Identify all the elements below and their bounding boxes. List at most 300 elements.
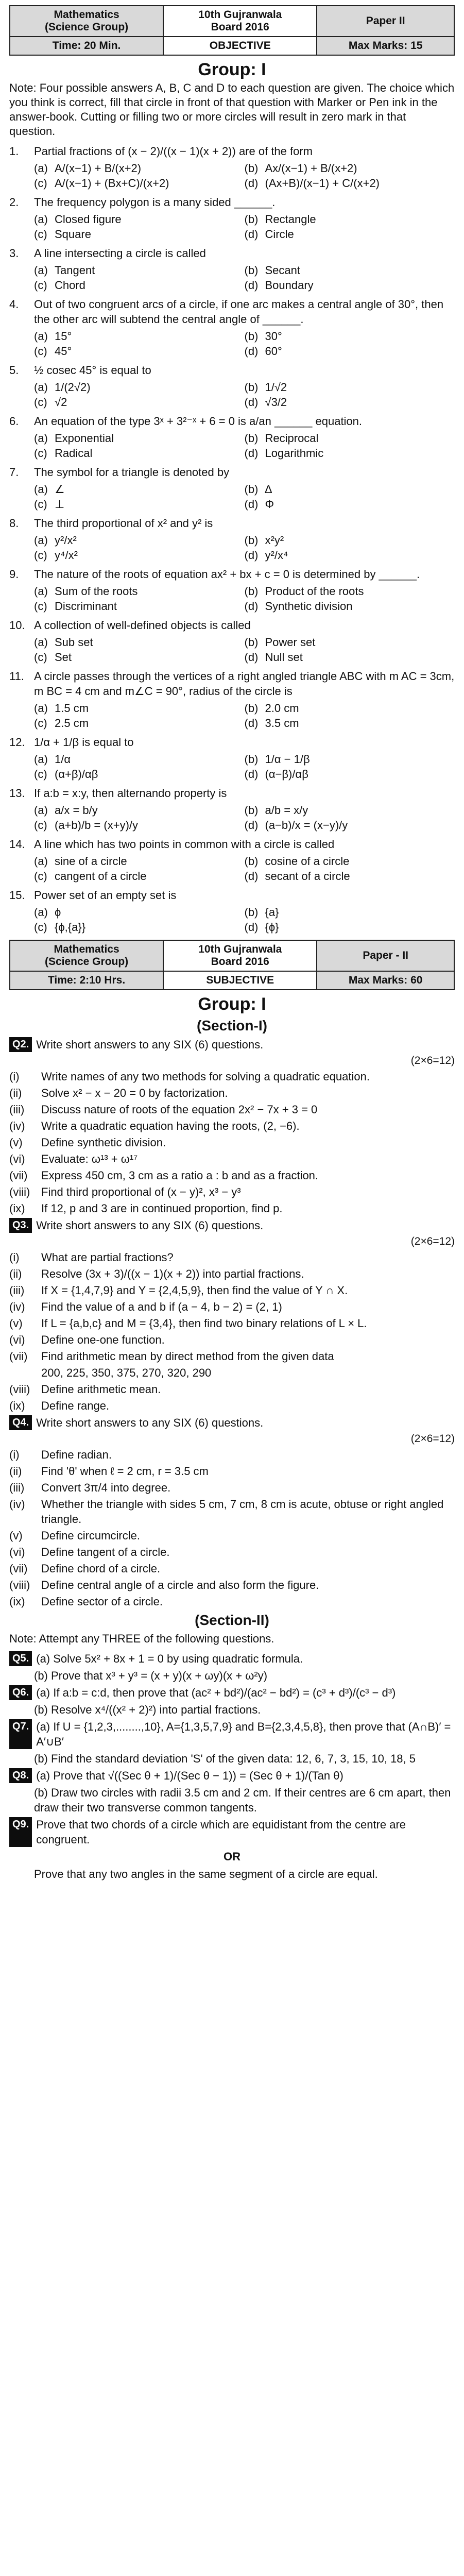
short-question-item xyxy=(9,1561,455,1576)
short-question-item xyxy=(9,1135,455,1150)
short-question-heading xyxy=(9,1415,455,1430)
option-c: (α+β)/αβ xyxy=(55,768,98,781)
option-letter: (c) xyxy=(34,228,47,241)
mcq-question xyxy=(9,144,455,159)
option-a: 1/(2√2) xyxy=(55,381,91,394)
short-question-item xyxy=(9,1594,455,1609)
item-text: Whether the triangle with sides 5 cm, 7 cm, 8 cm is acute, obtuse or right angled triangle. xyxy=(41,1498,444,1526)
item-number: (iv) xyxy=(9,1300,25,1313)
item-text: Resolve (3x + 3)/((x − 1)(x + 2)) into partial fractions. xyxy=(41,1267,304,1280)
option-d: Logarithmic xyxy=(265,447,324,460)
group-title: Group: I xyxy=(198,60,266,79)
indent xyxy=(9,1702,34,1717)
item-number: (iii) xyxy=(9,1103,25,1116)
question-number: 15. xyxy=(9,889,25,902)
indent xyxy=(9,1668,34,1683)
item-text: Define circumcircle. xyxy=(41,1529,140,1542)
option-c: Discriminant xyxy=(55,600,117,613)
option-letter: (c) xyxy=(34,921,47,934)
question-number: 12. xyxy=(9,736,25,749)
long-question-part-b xyxy=(9,1751,455,1766)
option-letter: (a) xyxy=(34,483,48,496)
option-c: A/(x−1) + (Bx+C)/(x+2) xyxy=(55,177,169,190)
option-c: 2.5 cm xyxy=(55,717,89,730)
or-label: OR xyxy=(224,1850,240,1863)
option-d: Circle xyxy=(265,228,294,241)
board-year-label: Board 2016 xyxy=(211,956,269,968)
option-letter: (c) xyxy=(34,768,47,781)
question-number: 4. xyxy=(9,298,19,311)
question-badge: Q8. xyxy=(9,1768,32,1783)
question-number: 5. xyxy=(9,364,19,377)
board-cell xyxy=(163,6,317,37)
option-a: ϕ xyxy=(55,906,61,919)
option-letter: (d) xyxy=(244,717,259,730)
short-question-item xyxy=(9,1365,455,1380)
short-question-item xyxy=(9,1102,455,1117)
section-title: (Section-II) xyxy=(195,1612,269,1628)
option-d: 3.5 cm xyxy=(265,717,299,730)
option-a: sine of a circle xyxy=(55,855,127,868)
item-text: Write names of any two methods for solving a quadratic equation. xyxy=(41,1070,370,1083)
option-letter: (a) xyxy=(34,264,48,277)
heading-text: Write short answers to any SIX (6) questions. xyxy=(36,1219,264,1232)
item-text: Discuss nature of roots of the equation 2x² − 7x + 3 = 0 xyxy=(41,1103,318,1116)
item-text: Solve x² − x − 20 = 0 by factorization. xyxy=(41,1087,228,1099)
part-b-text: Prove that any two angles in the same segment of a circle are equal. xyxy=(34,1868,378,1880)
mcq-options xyxy=(34,803,455,833)
short-question-item xyxy=(9,1266,455,1281)
option-letter: (b) xyxy=(244,432,259,445)
long-question-part-b xyxy=(9,1785,455,1815)
part-a-text: Prove that two chords of a circle which are equidistant from the centre are congruent. xyxy=(36,1818,406,1846)
option-letter: (c) xyxy=(34,498,47,511)
question-text: If a:b = x:y, then alternando property is xyxy=(34,787,227,800)
question-badge: Q4. xyxy=(9,1415,32,1430)
item-number: (vii) xyxy=(9,1350,28,1363)
option-a: Closed figure xyxy=(55,213,122,226)
marks-cell: Max Marks: 60 xyxy=(317,971,454,990)
item-number: (viii) xyxy=(9,1185,30,1198)
question-text: A circle passes through the vertices of a right angled triangle ABC with m AC = 3cm, m BC = 4 cm and m∠C = 90°, radius of the circle is xyxy=(34,670,455,698)
mcq-question xyxy=(9,246,455,261)
item-text: What are partial fractions? xyxy=(41,1251,174,1264)
short-question-item xyxy=(9,1184,455,1199)
item-number: (ii) xyxy=(9,1465,22,1478)
long-question-part-b xyxy=(9,1867,455,1882)
option-d: (Ax+B)/(x−1) + C/(x+2) xyxy=(265,177,380,190)
mcq-question xyxy=(9,516,455,531)
option-letter: (d) xyxy=(244,228,259,241)
mcq-options xyxy=(34,482,455,512)
item-number: (vi) xyxy=(9,1333,25,1346)
part-b-text: (b) Draw two circles with radii 3.5 cm and 2 cm. If their centres are 6 cm apart, then draw their two transverse common tangents. xyxy=(34,1786,451,1814)
long-question-part-a xyxy=(9,1651,455,1666)
short-question-item xyxy=(9,1299,455,1314)
item-text: 200, 225, 350, 375, 270, 320, 290 xyxy=(41,1366,212,1379)
option-d: 60° xyxy=(265,345,282,358)
part-b-text: (b) Resolve x⁴/((x² + 2)²) into partial fractions. xyxy=(34,1703,261,1716)
mcq-options xyxy=(34,329,455,359)
mcq-question xyxy=(9,786,455,801)
question-text: An equation of the type 3ˣ + 3²⁻ˣ + 6 = 0 is a/an ______ equation. xyxy=(34,415,363,428)
marks-label: (2×6=12) xyxy=(410,1235,455,1247)
part-a-text: (a) Solve 5x² + 8x + 1 = 0 by using quadratic formula. xyxy=(36,1652,303,1665)
option-letter: (a) xyxy=(34,585,48,598)
option-letter: (b) xyxy=(244,585,259,598)
short-question-item xyxy=(9,1497,455,1527)
option-letter: (d) xyxy=(244,819,259,832)
item-number xyxy=(9,1365,41,1380)
question-text: A line intersecting a circle is called xyxy=(34,247,206,260)
short-question-heading xyxy=(9,1037,455,1052)
question-text: Partial fractions of (x − 2)/((x − 1)(x + 2)) are of the form xyxy=(34,145,313,158)
short-question-item xyxy=(9,1447,455,1462)
option-letter: (c) xyxy=(34,396,47,409)
option-b: Product of the roots xyxy=(265,585,364,598)
item-text: Find third proportional of (x − y)², x³ − y³ xyxy=(41,1185,241,1198)
item-number: (v) xyxy=(9,1317,23,1330)
option-letter: (c) xyxy=(34,279,47,292)
item-number: (v) xyxy=(9,1529,23,1542)
time-cell: Time: 20 Min. xyxy=(10,37,163,55)
type-cell: OBJECTIVE xyxy=(163,37,317,55)
option-letter: (a) xyxy=(34,213,48,226)
mcq-options xyxy=(34,854,455,884)
option-letter: (c) xyxy=(34,819,47,832)
option-a: Sub set xyxy=(55,636,93,649)
option-d: √3/2 xyxy=(265,396,287,409)
item-text: Define range. xyxy=(41,1399,110,1412)
short-question-item xyxy=(9,1086,455,1100)
option-letter: (a) xyxy=(34,534,48,547)
indent xyxy=(9,1867,34,1882)
option-letter: (b) xyxy=(244,162,259,175)
option-a: A/(x−1) + B/(x+2) xyxy=(55,162,142,175)
subject-cell xyxy=(10,940,163,971)
option-b: x²y² xyxy=(265,534,284,547)
option-a: ∠ xyxy=(55,483,65,496)
item-number: (ix) xyxy=(9,1399,25,1412)
item-text: Define sector of a circle. xyxy=(41,1595,163,1608)
item-text: Express 450 cm, 3 cm as a ratio a : b and as a fraction. xyxy=(41,1169,319,1182)
mcq-question xyxy=(9,567,455,582)
short-question-item xyxy=(9,1151,455,1166)
option-letter: (d) xyxy=(244,549,259,562)
item-text: Define synthetic division. xyxy=(41,1136,166,1149)
option-c: 45° xyxy=(55,345,72,358)
question-badge: Q3. xyxy=(9,1218,32,1233)
option-c: cangent of a circle xyxy=(55,870,147,883)
option-letter: (b) xyxy=(244,636,259,649)
option-letter: (a) xyxy=(34,804,48,817)
option-b: 1/α − 1/β xyxy=(265,753,310,766)
option-d: (α−β)/αβ xyxy=(265,768,308,781)
question-number: 13. xyxy=(9,787,25,800)
option-letter: (b) xyxy=(244,804,259,817)
option-d: Boundary xyxy=(265,279,314,292)
item-number: (i) xyxy=(9,1070,20,1083)
option-letter: (a) xyxy=(34,432,48,445)
option-c: Radical xyxy=(55,447,93,460)
option-b: a/b = x/y xyxy=(265,804,308,817)
option-b: {a} xyxy=(265,906,279,919)
question-text: A collection of well-defined objects is called xyxy=(34,619,251,632)
short-question-item xyxy=(9,1578,455,1592)
type-cell: SUBJECTIVE xyxy=(163,971,317,990)
board-cell xyxy=(163,940,317,971)
section-title: (Section-I) xyxy=(197,1018,267,1033)
long-question-part-a xyxy=(9,1719,455,1749)
item-text: Define radian. xyxy=(41,1448,112,1461)
question-number: 11. xyxy=(9,670,24,683)
option-d: (a−b)/x = (x−y)/y xyxy=(265,819,348,832)
item-number: (iii) xyxy=(9,1284,25,1297)
question-number: 7. xyxy=(9,466,19,479)
option-letter: (a) xyxy=(34,753,48,766)
item-text: Write a quadratic equation having the roots, (2, −6). xyxy=(41,1120,300,1132)
question-number: 1. xyxy=(9,145,19,158)
option-c: Chord xyxy=(55,279,85,292)
option-letter: (b) xyxy=(244,702,259,715)
short-question-item xyxy=(9,1201,455,1216)
option-letter: (b) xyxy=(244,906,259,919)
part-a-text: (a) Prove that √((Sec θ + 1)/(Sec θ − 1)) = (Sec θ + 1)/(Tan θ) xyxy=(36,1769,343,1782)
item-text: Convert 3π/4 into degree. xyxy=(41,1481,171,1494)
mcq-question xyxy=(9,669,455,699)
short-question-item xyxy=(9,1398,455,1413)
mcq-options xyxy=(34,584,455,614)
option-letter: (b) xyxy=(244,753,259,766)
mcq-options xyxy=(34,905,455,935)
long-question-part-a xyxy=(9,1817,455,1847)
question-number: 14. xyxy=(9,838,25,851)
option-b: Rectangle xyxy=(265,213,316,226)
group-label: (Science Group) xyxy=(44,21,129,33)
option-letter: (c) xyxy=(34,717,47,730)
option-a: 1.5 cm xyxy=(55,702,89,715)
short-question-item xyxy=(9,1283,455,1298)
paper-cell: Paper II xyxy=(317,6,454,37)
option-a: 15° xyxy=(55,330,72,343)
option-letter: (d) xyxy=(244,279,259,292)
option-a: a/x = b/y xyxy=(55,804,98,817)
mcq-options xyxy=(34,752,455,782)
mcq-options xyxy=(34,212,455,242)
objective-header xyxy=(9,5,455,56)
option-letter: (d) xyxy=(244,498,259,511)
question-number: 9. xyxy=(9,568,19,581)
item-number: (iv) xyxy=(9,1498,25,1511)
question-text: The nature of the roots of equation ax² + bx + c = 0 is determined by ______. xyxy=(34,568,420,581)
short-question-heading xyxy=(9,1218,455,1233)
option-letter: (b) xyxy=(244,483,259,496)
class-board-label: 10th Gujranwala xyxy=(198,943,282,955)
option-letter: (b) xyxy=(244,213,259,226)
mcq-question xyxy=(9,465,455,480)
marks-label: (2×6=12) xyxy=(410,1433,455,1445)
option-a: Exponential xyxy=(55,432,114,445)
indent xyxy=(9,1785,34,1815)
option-c: Square xyxy=(55,228,91,241)
short-questions xyxy=(9,1037,455,1609)
item-text: Define arithmetic mean. xyxy=(41,1383,161,1396)
short-question-item xyxy=(9,1464,455,1479)
option-b: cosine of a circle xyxy=(265,855,350,868)
paper-cell: Paper - II xyxy=(317,940,454,971)
question-number: 3. xyxy=(9,247,19,260)
question-badge: Q7. xyxy=(9,1719,32,1749)
short-question-item xyxy=(9,1316,455,1331)
item-text: Evaluate: ω¹³ + ω¹⁷ xyxy=(41,1153,138,1165)
option-d: Null set xyxy=(265,651,303,664)
option-d: Synthetic division xyxy=(265,600,353,613)
option-letter: (b) xyxy=(244,330,259,343)
item-text: Define tangent of a circle. xyxy=(41,1546,170,1558)
long-question-part-a xyxy=(9,1768,455,1783)
mcq-options xyxy=(34,380,455,410)
subjective-header xyxy=(9,940,455,990)
option-b: 1/√2 xyxy=(265,381,287,394)
option-d: Φ xyxy=(265,498,274,511)
option-b: ∆ xyxy=(265,483,272,496)
option-letter: (b) xyxy=(244,381,259,394)
question-text: A line which has two points in common with a circle is called xyxy=(34,838,335,851)
part-b-text: (b) Prove that x³ + y³ = (x + y)(x + ωy)(x + ω²y) xyxy=(34,1669,268,1682)
question-text: 1/α + 1/β is equal to xyxy=(34,736,134,749)
question-number: 6. xyxy=(9,415,19,428)
short-question-item xyxy=(9,1382,455,1397)
question-number: 8. xyxy=(9,517,19,530)
mcq-question xyxy=(9,363,455,378)
question-badge: Q5. xyxy=(9,1651,32,1666)
item-number: (i) xyxy=(9,1251,20,1264)
long-question-part-b xyxy=(9,1702,455,1717)
item-text: Define central angle of a circle and also form the figure. xyxy=(41,1579,319,1591)
question-text: The symbol for a triangle is denoted by xyxy=(34,466,230,479)
item-text: If L = {a,b,c} and M = {3,4}, then find two binary relations of L × L. xyxy=(41,1317,367,1330)
item-text: Find the value of a and b if (a − 4, b − 2) = (2, 1) xyxy=(41,1300,282,1313)
option-letter: (d) xyxy=(244,345,259,358)
item-number: (vi) xyxy=(9,1153,25,1165)
option-b: Ax/(x−1) + B/(x+2) xyxy=(265,162,357,175)
option-a: 1/α xyxy=(55,753,71,766)
option-b: Secant xyxy=(265,264,300,277)
part-a-text: (a) If U = {1,2,3,........,10}, A={1,3,5,7,9} and B={2,3,4,5,8}, then prove that (A∩B)′ = A′∪B′ xyxy=(36,1720,451,1748)
option-a: Sum of the roots xyxy=(55,585,138,598)
option-letter: (d) xyxy=(244,651,259,664)
option-d: {ϕ} xyxy=(265,921,279,934)
exam-paper xyxy=(9,5,455,1884)
question-text: The third proportional of x² and y² is xyxy=(34,517,213,530)
short-question-item xyxy=(9,1349,455,1364)
item-text: Find arithmetic mean by direct method from the given data xyxy=(41,1350,334,1363)
mcq-question xyxy=(9,297,455,327)
short-question-item xyxy=(9,1168,455,1183)
subject-cell xyxy=(10,6,163,37)
mcq-question xyxy=(9,837,455,852)
item-number: (vii) xyxy=(9,1169,28,1182)
option-letter: (d) xyxy=(244,768,259,781)
option-letter: (c) xyxy=(34,651,47,664)
item-text: Define chord of a circle. xyxy=(41,1562,161,1575)
long-questions xyxy=(9,1651,455,1882)
mcq-options xyxy=(34,431,455,461)
class-board-label: 10th Gujranwala xyxy=(198,9,282,21)
option-letter: (d) xyxy=(244,396,259,409)
option-d: secant of a circle xyxy=(265,870,350,883)
marks-cell: Max Marks: 15 xyxy=(317,37,454,55)
long-question-part-b xyxy=(9,1668,455,1683)
option-a: Tangent xyxy=(55,264,95,277)
option-letter: (c) xyxy=(34,549,47,562)
mcq-options xyxy=(34,161,455,191)
item-number: (vi) xyxy=(9,1546,25,1558)
objective-note: Note: Four possible answers A, B, C and D to each question are given. The choice which you think is correct, fill that circle in front of that question with Marker or Pen ink in the answer-book. Cutting or filling two or more circles will result in zero mark in that question. xyxy=(9,81,455,138)
option-letter: (b) xyxy=(244,534,259,547)
short-question-item xyxy=(9,1545,455,1560)
item-number: (ii) xyxy=(9,1267,22,1280)
option-letter: (c) xyxy=(34,177,47,190)
item-number: (ix) xyxy=(9,1202,25,1215)
item-number: (viii) xyxy=(9,1383,30,1396)
option-c: y⁴/x² xyxy=(55,549,78,562)
mcq-question xyxy=(9,618,455,633)
subject-label: Mathematics xyxy=(54,9,119,21)
option-letter: (d) xyxy=(244,870,259,883)
item-number: (ii) xyxy=(9,1087,22,1099)
question-text: ½ cosec 45° is equal to xyxy=(34,364,151,377)
question-badge: Q2. xyxy=(9,1037,32,1052)
short-question-item xyxy=(9,1332,455,1347)
item-text: If X = {1,4,7,9} and Y = {2,4,5,9}, then find the value of Y ∩ X. xyxy=(41,1284,348,1297)
item-number: (vii) xyxy=(9,1562,28,1575)
option-b: 2.0 cm xyxy=(265,702,299,715)
mcq-options xyxy=(34,533,455,563)
option-letter: (a) xyxy=(34,906,48,919)
question-text: Out of two congruent arcs of a circle, if one arc makes a central angle of 30°, then the other arc will subtend the central angle of ______. xyxy=(34,298,444,326)
option-letter: (a) xyxy=(34,330,48,343)
marks-label: (2×6=12) xyxy=(410,1055,455,1066)
option-letter: (b) xyxy=(244,855,259,868)
option-letter: (c) xyxy=(34,447,47,460)
option-letter: (d) xyxy=(244,921,259,934)
option-letter: (c) xyxy=(34,345,47,358)
option-letter: (a) xyxy=(34,855,48,868)
item-text: Find 'θ' when ℓ = 2 cm, r = 3.5 cm xyxy=(41,1465,209,1478)
item-text: Define one-one function. xyxy=(41,1333,165,1346)
question-number: 10. xyxy=(9,619,25,632)
option-letter: (d) xyxy=(244,447,259,460)
option-letter: (d) xyxy=(244,177,259,190)
section2-note: Note: Attempt any THREE of the following questions. xyxy=(9,1632,274,1645)
question-badge: Q6. xyxy=(9,1685,32,1700)
option-c: {ϕ,{a}} xyxy=(55,921,86,934)
mcq-question xyxy=(9,888,455,903)
item-number: (iv) xyxy=(9,1120,25,1132)
option-letter: (a) xyxy=(34,702,48,715)
long-question-part-a xyxy=(9,1685,455,1700)
question-number: 2. xyxy=(9,196,19,209)
option-b: 30° xyxy=(265,330,282,343)
heading-text: Write short answers to any SIX (6) questions. xyxy=(36,1038,264,1051)
mcq-options xyxy=(34,635,455,665)
time-cell: Time: 2:10 Hrs. xyxy=(10,971,163,990)
subject-label: Mathematics xyxy=(54,943,119,955)
option-c: (a+b)/b = (x+y)/y xyxy=(55,819,139,832)
item-number: (iii) xyxy=(9,1481,25,1494)
option-letter: (a) xyxy=(34,381,48,394)
